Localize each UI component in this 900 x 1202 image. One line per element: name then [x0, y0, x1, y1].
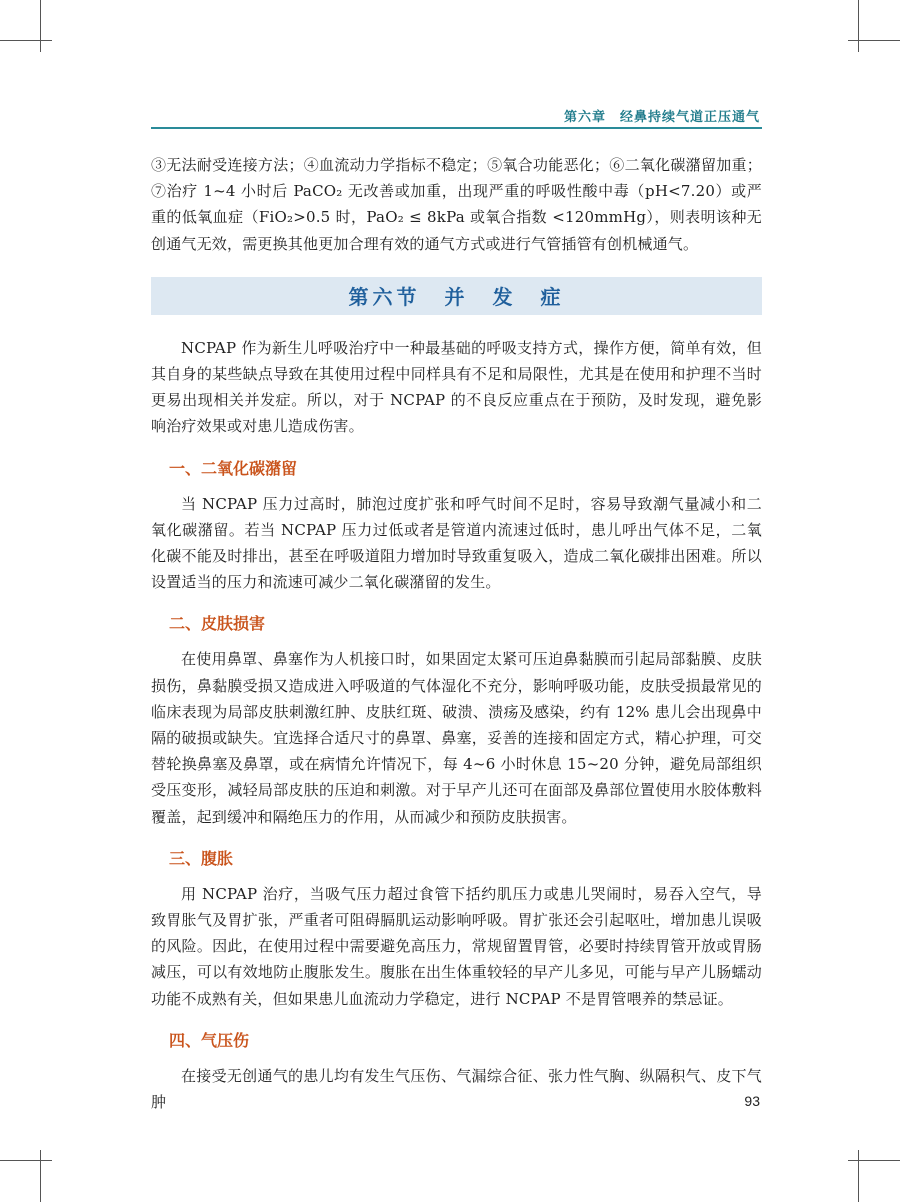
crop-mark — [858, 1150, 859, 1202]
chapter-header: 第六章 经鼻持续气道正压通气 — [563, 110, 760, 125]
subsection-text: 在接受无创通气的患儿均有发生气压伤、气漏综合征、张力性气胸、纵隔积气、皮下气肿 — [151, 1066, 762, 1112]
page-content — [151, 152, 762, 1115]
subsection-text: 在使用鼻罩、鼻塞作为人机接口时，如果固定太紧可压迫鼻黏膜而引起局部黏膜、皮肤损伤，鼻黏膜受损又造成进入呼吸道的气体湿化不充分，影响呼吸功能，皮肤受损最常见的临床表现为局部皮肤刺激红肿、皮肤红斑、破溃、溃疡及感染，约有 12% 患儿会出现鼻中隔的破损或缺失。宜选择合适尺寸的鼻罩、鼻塞，妥善的连接和固定方式，精心护理，可交替轮换鼻塞及鼻罩，或在病情允许情况下，每 4~6 小时休息 15~20 分钟，避免局部组织受压变形，减轻局部皮肤的压迫和刺激。对于早产儿还可在面部及鼻部位置使用水胶体敷料覆盖，起到缓冲和隔绝压力的作用，从而减少和预防皮肤损害。 — [151, 650, 762, 826]
header-rule — [151, 127, 762, 129]
subsection-heading: 二、皮肤损害 — [169, 614, 266, 634]
subsection-text: 用 NCPAP 治疗，当吸气压力超过食管下括约肌压力或患儿哭闹时，易吞入空气，导致胃胀气及胃扩张，严重者可阻碍膈肌运动影响呼吸。胃扩张还会引起呕吐，增加患儿误吸的风险。因此，在使用过程中需要避免高压力，常规留置胃管，必要时持续胃管开放或胃肠减压，可以有效地防止腹胀发生。腹胀在出生体重较轻的早产儿多见，可能与早产儿肠蠕动功能不成熟有关，但如果患儿血流动力学稳定，进行 NCPAP 不是胃管喂养的禁忌证。 — [151, 884, 762, 1008]
subsection-heading: 四、气压伤 — [169, 1030, 250, 1050]
crop-mark — [40, 0, 41, 52]
subsection-heading: 三、腹胀 — [169, 848, 234, 868]
crop-mark — [848, 40, 900, 41]
subsection-text: 当 NCPAP 压力过高时，肺泡过度扩张和呼气时间不足时，容易导致潮气量减小和二氧化碳潴留。若当 NCPAP 压力过低或者是管道内流速过低时，患儿呼出气体不足，二氧化碳不能及时排出，甚至在呼吸道阻力增加时导致重复吸入，造成二氧化碳排出困难。所以设置适当的压力和流速可减少二氧化碳潴留的发生。 — [151, 494, 762, 592]
crop-mark — [858, 0, 859, 52]
crop-mark — [848, 1160, 900, 1161]
crop-mark — [0, 1160, 52, 1161]
section-intro: NCPAP 作为新生儿呼吸治疗中一种最基础的呼吸支持方式，操作方便，简单有效，但其自身的某些缺点导致在其使用过程中同样具有不足和局限性，尤其是在使用和护理不当时更易出现相关并发症。所以，对于 NCPAP 的不良反应重点在于预防，及时发现，避免影响治疗效果或对患儿造成伤害。 — [151, 338, 762, 436]
intro-paragraph: ③无法耐受连接方法；④血流动力学指标不稳定；⑤氧合功能恶化；⑥二氧化碳潴留加重；⑦治疗 1~4 小时后 PaCO₂ 无改善或加重，出现严重的呼吸性酸中毒（pH<7.20）或严重的低氧血症（FiO₂>0.5 时，PaO₂ ≤ 8kPa 或氧合指数 <120mmHg），则表明该种无创通气无效，需更换其他更加合理有效的通气方式或进行气管插管有创机械通气。 — [151, 156, 762, 253]
crop-mark — [0, 40, 52, 41]
section-band — [151, 277, 762, 315]
section-title: 第六节 并 发 症 — [348, 285, 565, 310]
crop-mark — [40, 1150, 41, 1202]
page-number: 93 — [744, 1093, 760, 1109]
subsection-heading: 一、二氧化碳潴留 — [169, 458, 298, 478]
